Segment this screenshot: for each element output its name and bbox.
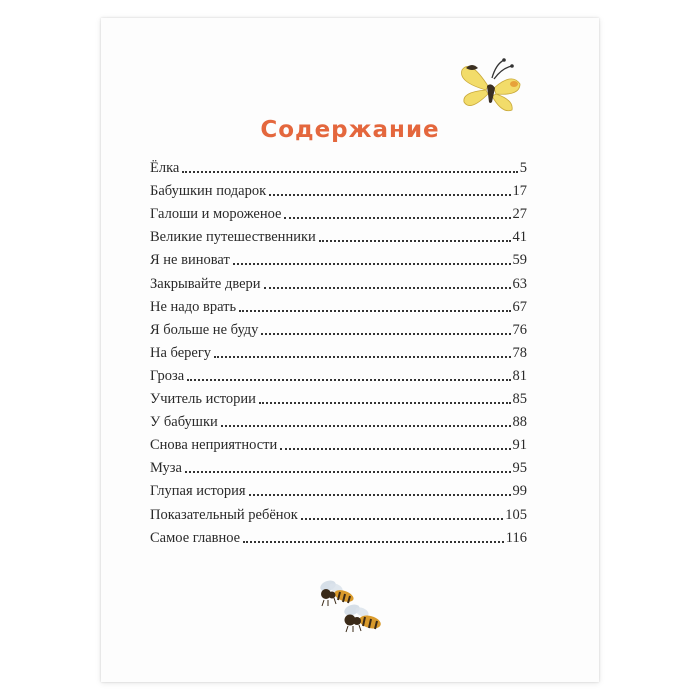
toc-entry-title: На берегу	[150, 344, 212, 361]
dot-leader	[319, 240, 511, 242]
toc-entry	[150, 339, 527, 362]
toc-entry	[150, 524, 527, 547]
toc-entry-page-number: 41	[512, 229, 527, 246]
table-of-contents	[150, 154, 527, 547]
toc-entry	[150, 408, 527, 431]
dot-leader	[301, 518, 503, 520]
bee-icon	[304, 574, 394, 644]
toc-entry-page-number: 78	[512, 344, 527, 361]
toc-entry	[150, 431, 527, 454]
toc-entry	[150, 223, 527, 246]
toc-entry	[150, 200, 527, 223]
dot-leader	[269, 194, 510, 196]
toc-entry-title: Я больше не буду	[150, 321, 259, 338]
dot-leader	[239, 310, 510, 312]
toc-entry-title: Учитель истории	[150, 391, 256, 408]
dot-leader	[280, 448, 510, 450]
toc-entry-page-number: 59	[512, 252, 527, 269]
toc-entry-title: Закрывайте двери	[150, 275, 261, 292]
toc-entry	[150, 293, 527, 316]
toc-entry-page-number: 67	[512, 298, 527, 315]
toc-entry-title: Галоши и мороженое	[150, 206, 282, 223]
toc-entry-title: У бабушки	[150, 414, 218, 431]
toc-entry	[150, 385, 527, 408]
toc-entry	[150, 477, 527, 500]
dot-leader	[187, 379, 510, 381]
dot-leader	[185, 471, 511, 473]
toc-entry-title: Не надо врать	[150, 298, 237, 315]
dot-leader	[259, 402, 511, 404]
toc-entry-title: Глупая история	[150, 483, 246, 500]
toc-entry-title: Бабушкин подарок	[150, 183, 267, 200]
dot-leader	[243, 541, 504, 543]
toc-entry-title: Снова неприятности	[150, 437, 278, 454]
toc-entry	[150, 154, 527, 177]
toc-entry	[150, 316, 527, 339]
page-title: Содержание	[260, 117, 440, 143]
dot-leader	[182, 171, 517, 173]
dot-leader	[264, 287, 511, 289]
toc-entry-page-number: 76	[512, 321, 527, 338]
toc-entry-page-number: 27	[512, 206, 527, 223]
toc-entry-title: Самое главное	[150, 529, 241, 546]
toc-entry-title: Великие путешественники	[150, 229, 316, 246]
toc-entry	[150, 246, 527, 269]
dot-leader	[249, 494, 511, 496]
toc-entry-page-number: 116	[505, 529, 527, 546]
butterfly-icon	[456, 52, 524, 116]
dot-leader	[214, 356, 510, 358]
toc-entry-page-number: 105	[505, 506, 527, 523]
toc-entry-page-number: 88	[512, 414, 527, 431]
toc-entry-page-number: 5	[519, 160, 527, 177]
toc-entry	[150, 500, 527, 523]
dot-leader	[233, 263, 511, 265]
dot-leader	[261, 333, 510, 335]
dot-leader	[221, 425, 511, 427]
dot-leader	[284, 217, 510, 219]
toc-entry-title: Ёлка	[150, 160, 180, 177]
toc-entry	[150, 362, 527, 385]
toc-entry-page-number: 81	[512, 367, 527, 384]
toc-entry-page-number: 63	[512, 275, 527, 292]
toc-entry-page-number: 17	[512, 183, 527, 200]
toc-entry	[150, 269, 527, 292]
toc-entry	[150, 177, 527, 200]
toc-entry	[150, 454, 527, 477]
toc-entry-title: Я не виноват	[150, 252, 230, 269]
toc-entry-title: Показательный ребёнок	[150, 506, 298, 523]
toc-entry-page-number: 85	[512, 391, 527, 408]
toc-entry-page-number: 91	[512, 437, 527, 454]
toc-entry-title: Гроза	[150, 367, 185, 384]
toc-entry-page-number: 99	[512, 483, 527, 500]
toc-entry-title: Муза	[150, 460, 182, 477]
toc-entry-page-number: 95	[512, 460, 527, 477]
